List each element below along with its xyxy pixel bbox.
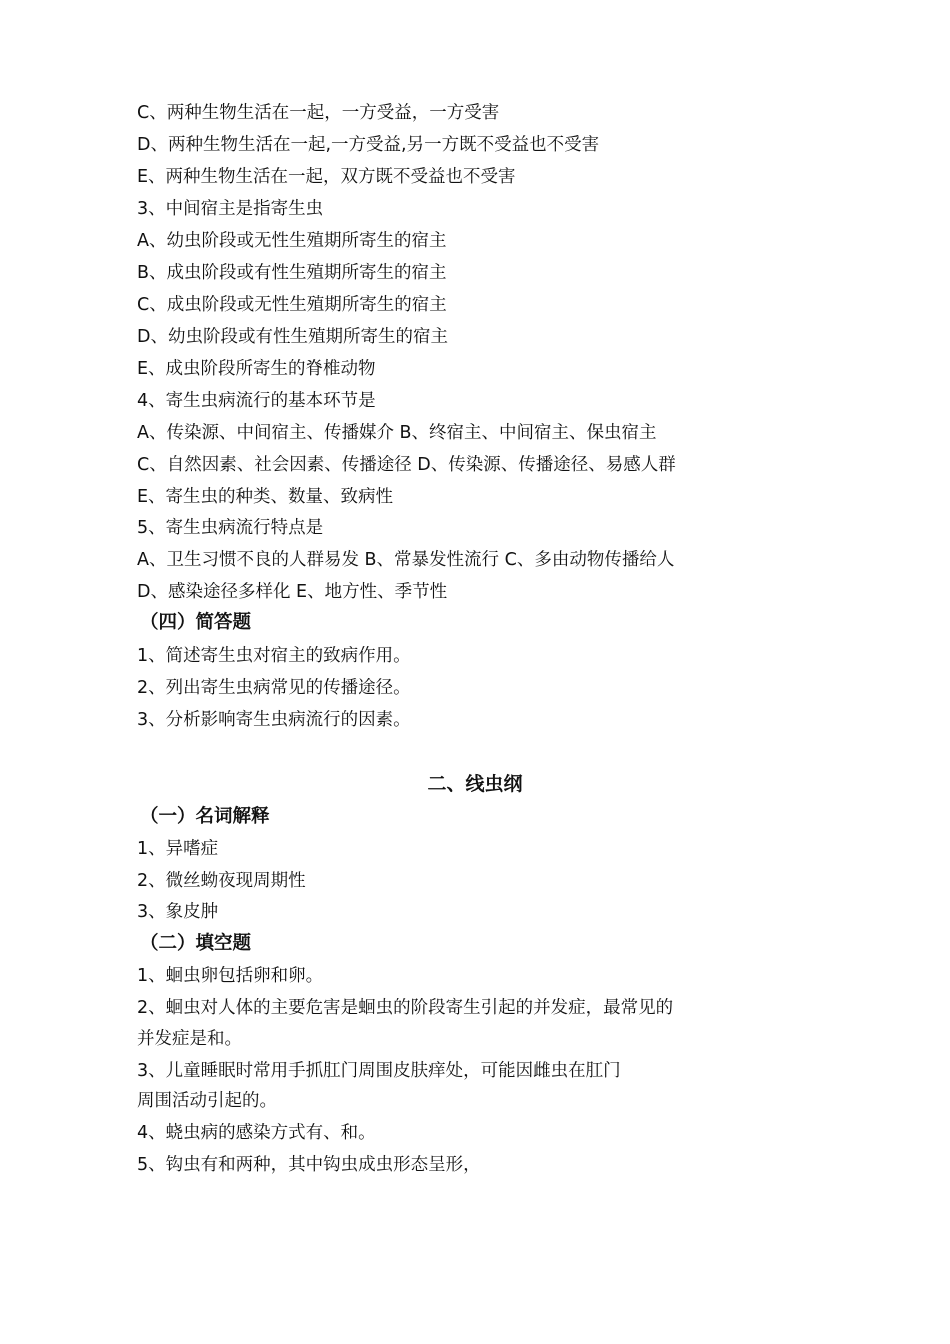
section-heading: （四）简答题 bbox=[140, 612, 252, 633]
text-line: E、两种生物生活在一起，双方既不受益也不受害 bbox=[137, 167, 516, 187]
text-line: D、两种生物生活在一起,一方受益,另一方既不受益也不受害 bbox=[137, 135, 600, 155]
list-item: 4、蛲虫病的感染方式有、和。 bbox=[137, 1123, 376, 1143]
list-item: 周围活动引起的。 bbox=[137, 1091, 277, 1111]
list-item: 3、象皮肿 bbox=[137, 902, 219, 922]
list-item: 1、蛔虫卵包括卵和卵。 bbox=[137, 966, 324, 986]
list-item: 1、简述寄生虫对宿主的致病作用。 bbox=[137, 646, 411, 666]
text-line: B、成虫阶段或有性生殖期所寄生的宿主 bbox=[137, 263, 447, 283]
list-item: 3、分析影响寄生虫病流行的因素。 bbox=[137, 710, 411, 730]
text-line: A、传染源、中间宿主、传播媒介 B、终宿主、中间宿主、保虫宿主 bbox=[137, 423, 657, 443]
question-stem: 5、寄生虫病流行特点是 bbox=[137, 518, 324, 538]
list-item: 并发症是和。 bbox=[137, 1029, 242, 1049]
text-line: C、成虫阶段或无性生殖期所寄生的宿主 bbox=[137, 295, 447, 315]
list-item: 2、蛔虫对人体的主要危害是蛔虫的阶段寄生引起的并发症，最常见的 bbox=[137, 998, 674, 1018]
text-line: D、幼虫阶段或有性生殖期所寄生的宿主 bbox=[137, 327, 448, 347]
text-line: E、寄生虫的种类、数量、致病性 bbox=[137, 487, 394, 507]
list-item: 5、钩虫有和两种，其中钩虫成虫形态呈形， bbox=[137, 1155, 481, 1175]
list-item: 3、儿童睡眠时常用手抓肛门周围皮肤痒处，可能因雌虫在肛门 bbox=[137, 1061, 621, 1081]
text-line: C、自然因素、社会因素、传播途径 D、传染源、传播途径、易感人群 bbox=[137, 455, 676, 475]
text-line: A、幼虫阶段或无性生殖期所寄生的宿主 bbox=[137, 231, 447, 251]
question-stem: 3、中间宿主是指寄生虫 bbox=[137, 199, 324, 219]
list-item: 2、微丝蚴夜现周期性 bbox=[137, 871, 306, 891]
section-heading: （二）填空题 bbox=[140, 933, 252, 954]
chapter-title: 二、线虫纲 bbox=[427, 773, 523, 795]
text-line: C、两种生物生活在一起，一方受益，一方受害 bbox=[137, 103, 500, 123]
question-stem: 4、寄生虫病流行的基本环节是 bbox=[137, 391, 376, 411]
list-item: 2、列出寄生虫病常见的传播途径。 bbox=[137, 678, 411, 698]
text-line: E、成虫阶段所寄生的脊椎动物 bbox=[137, 359, 376, 379]
list-item: 1、异嗜症 bbox=[137, 839, 219, 859]
section-heading: （一）名词解释 bbox=[140, 806, 270, 827]
text-line: D、感染途径多样化 E、地方性、季节性 bbox=[137, 582, 448, 602]
text-line: A、卫生习惯不良的人群易发 B、常暴发性流行 C、多由动物传播给人 bbox=[137, 550, 675, 570]
